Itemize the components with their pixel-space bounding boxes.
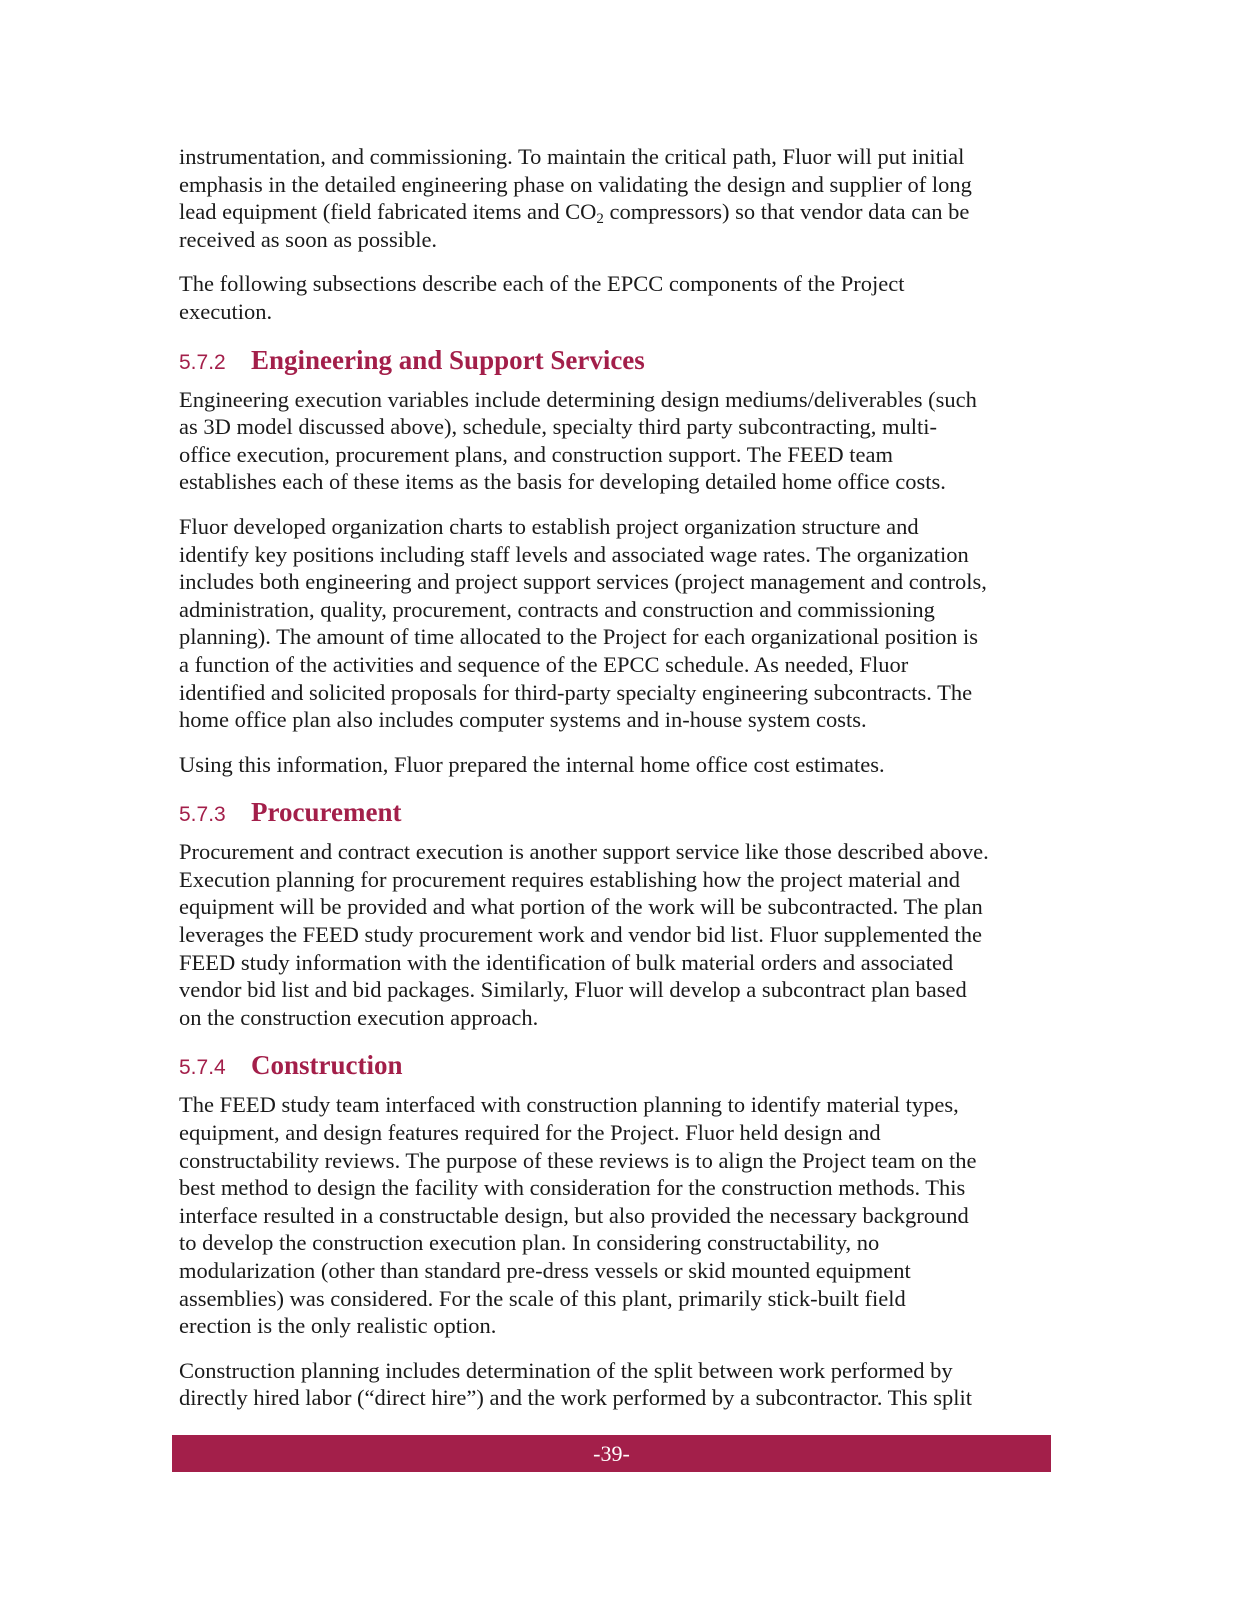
text-line: execution. (179, 298, 273, 324)
text-line: a function of the activities and sequence of the EPCC schedule. As needed, Fluor (179, 651, 909, 677)
text-fragment: compressors) so that vendor data can be (603, 199, 970, 225)
text-line: as 3D model discussed above), schedule, specialty third party subcontracting, multi- (179, 414, 937, 440)
subscript: 2 (596, 211, 604, 228)
text-line: The FEED study team interfaced with construction planning to identify material types, (179, 1092, 959, 1118)
text-line: received as soon as possible. (179, 226, 438, 252)
engineering-paragraph-3 (179, 751, 1049, 779)
text-line: to develop the construction execution plan. In considering constructability, no (179, 1230, 880, 1256)
text-line: best method to design the facility with consideration for the construction methods. This (179, 1175, 966, 1201)
text-line: office execution, procurement plans, and construction support. The FEED team (179, 441, 893, 467)
construction-paragraph-2 (179, 1357, 1049, 1412)
procurement-paragraph-1 (179, 838, 1049, 1031)
section-number: 5.7.2 (179, 350, 226, 374)
text-line: equipment, and design features required for the Project. Fluor held design and (179, 1120, 881, 1146)
section-title: Procurement (251, 797, 402, 828)
section-heading-procurement (179, 795, 1049, 832)
text-line: on the construction execution approach. (179, 1004, 539, 1030)
section-title: Construction (251, 1050, 403, 1081)
engineering-paragraph-2 (179, 513, 1049, 734)
text-line: home office plan also includes computer systems and in-house system costs. (179, 707, 867, 733)
section-heading-construction (179, 1048, 1049, 1085)
text-line (179, 198, 1049, 226)
text-line: directly hired labor (“direct hire”) and the work performed by a subcontractor. This split (179, 1385, 973, 1411)
text-line: planning). The amount of time allocated to the Project for each organizational position is (179, 624, 978, 650)
text-line: modularization (other than standard pre-dress vessels or skid mounted equipment (179, 1258, 911, 1283)
text-line: emphasis in the detailed engineering phase on validating the design and supplier of long (179, 171, 972, 197)
text-line: Fluor developed organization charts to establish project organization structure and (179, 513, 919, 539)
section-number: 5.7.3 (179, 803, 226, 827)
text-line: leverages the FEED study procurement work and vendor bid list. Fluor supplemented the (179, 922, 982, 948)
page-footer (172, 1435, 1051, 1472)
construction-paragraph-1 (179, 1091, 1049, 1339)
intro-paragraph-1 (179, 143, 1049, 253)
intro-paragraph-2 (179, 270, 1049, 325)
section-number: 5.7.4 (179, 1056, 226, 1080)
section-title: Engineering and Support Services (251, 344, 645, 375)
document-body (179, 143, 1049, 1429)
text-line: instrumentation, and commissioning. To maintain the critical path, Fluor will put initial (179, 144, 965, 169)
text-line: administration, quality, procurement, contracts and construction and commissioning (179, 596, 935, 622)
text-fragment: lead equipment (field fabricated items and CO (179, 199, 597, 225)
text-line: constructability reviews. The purpose of these reviews is to align the Project team on the (179, 1147, 977, 1173)
engineering-paragraph-1 (179, 386, 1049, 496)
text-line: Construction planning includes determination of the split between work performed by (179, 1357, 953, 1383)
text-line: assemblies) was considered. For the scale of this plant, primarily stick-built field (179, 1285, 906, 1311)
text-line: Execution planning for procurement requires establishing how the project material and (179, 866, 960, 892)
page-number: -39- (593, 1441, 630, 1466)
text-line: erection is the only realistic option. (179, 1313, 497, 1339)
text-line: identify key positions including staff levels and associated wage rates. The organization (179, 541, 969, 567)
text-line: interface resulted in a constructable design, but also provided the necessary background (179, 1202, 969, 1228)
section-heading-engineering (179, 343, 1049, 380)
text-line: Engineering execution variables include determining design mediums/deliverables (such (179, 386, 977, 412)
text-line: identified and solicited proposals for third-party specialty engineering subcontracts. The (179, 679, 973, 705)
text-line: establishes each of these items as the basis for developing detailed home office costs. (179, 469, 946, 495)
text-line: The following subsections describe each of the EPCC components of the Project (179, 271, 905, 297)
text-line: includes both engineering and project support services (project management and controls, (179, 569, 987, 595)
text-line: equipment will be provided and what portion of the work will be subcontracted. The plan (179, 894, 983, 920)
text-line: Procurement and contract execution is another support service like those described above. (179, 839, 989, 865)
text-line: FEED study information with the identification of bulk material orders and associated (179, 949, 954, 975)
text-line: Using this information, Fluor prepared the internal home office cost estimates. (179, 751, 885, 777)
text-line: vendor bid list and bid packages. Similarly, Fluor will develop a subcontract plan based (179, 977, 967, 1003)
